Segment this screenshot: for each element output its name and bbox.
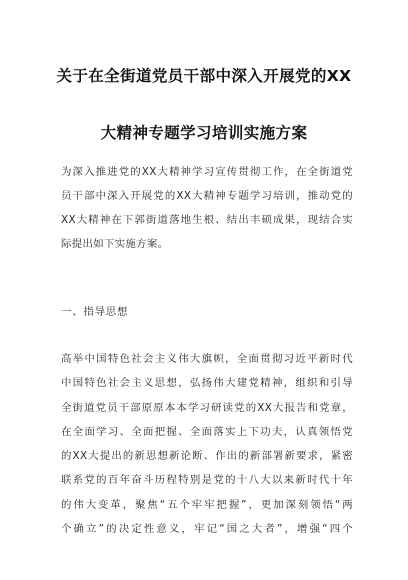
section-line: 的XX大提出的新思想新论断、作出的新部署新要求，紧密 [61,450,353,463]
section-line: 在全面学习、全面把握、全面落实上下功夫，认真领悟党 [61,425,353,438]
section-heading: 一、指导思想 [61,306,129,318]
section-line: 中国特色社会主义思想，弘扬伟大建党精神，组织和引导 [61,377,353,390]
intro-line: 际提出如下实施方案。 [61,238,169,250]
document-title-line-2: 大精神专题学习培训实施方案 [100,124,308,142]
intro-line: 为深入推进党的XX大精神学习宣传贯彻工作，在全街道党 [61,166,353,178]
section-paragraph [61,347,353,541]
section-line: 高举中国特色社会主义伟大旗帜，全面贯彻习近平新时代 [61,353,353,365]
section-line: 全街道党员干部原原本本学习研读党的XX大报告和党章， [61,401,353,414]
document-title-line-1: 关于在全街道党员干部中深入开展党的XX [56,67,352,85]
section-line: 个确立”的决定性意义，牢记“国之大者”，增强“四个 [61,523,353,536]
section-line: 的伟大变革，聚焦“五个牢牢把握”，更加深刻领悟“两 [61,498,353,511]
intro-line: 员干部中深入开展党的XX大精神专题学习培训，推动党的 [61,190,353,202]
section-line: 联系党的百年奋斗历程特别是党的十八大以来新时代十年 [61,474,353,487]
intro-paragraph [61,160,353,256]
intro-line: XX大精神在下郭街道落地生根、结出丰硕成果，现结合实 [61,214,353,226]
